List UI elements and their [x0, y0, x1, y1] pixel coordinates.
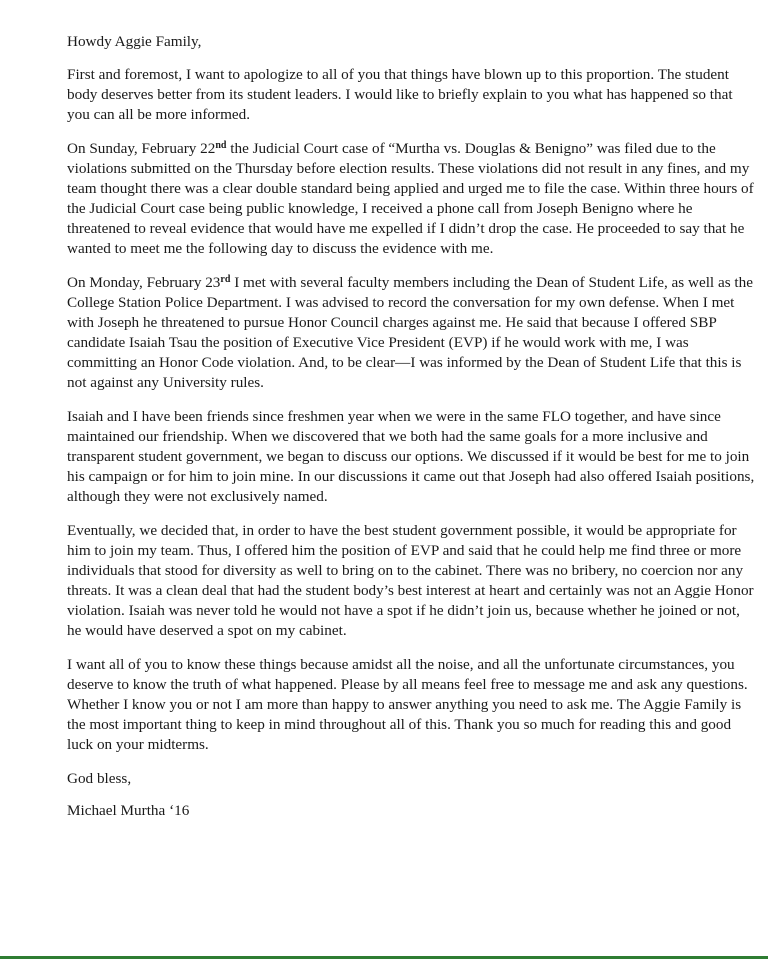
paragraph-apology: First and foremost, I want to apologize to all of you that things have blown up to this proportion. The student body deserves better from its student leaders. I would like to briefly explain to you what has happened so that you can all be more informed.	[67, 66, 733, 123]
paragraph-friendship: Isaiah and I have been friends since freshmen year when we were in the same FLO together, and have since maintained our friendship. When we discovered that we both had the same goals for a more inclusive and transparent student government, we began to discuss our options. We discussed if it would be best for me to join his campaign or for him to join mine. In our discussions it came out that Joseph had also offered Isaiah positions, although they were not exclusively named.	[67, 408, 755, 505]
closing: God bless,	[67, 770, 132, 787]
ordinal-suffix: rd	[220, 274, 231, 285]
paragraph-judicial-court-rest: the Judicial Court case of “Murtha vs. Douglas & Benigno” was filed due to the violations submitted on the Thursday before election results. These violations did not result in any fines, and my team thought there was a clear double standard being applied and urged me to file the case. Within three hours of the Judicial Court case being public knowledge, I received a phone call from Joseph Benigno where he threatened to reveal evidence that would have me expelled if I didn’t drop the case. He proceeded to say that he wanted to meet me the following day to discuss the evidence with me.	[67, 140, 754, 257]
paragraph-faculty-meeting-rest: I met with several faculty members including the Dean of Student Life, as well as the College Station Police Department. I was advised to record the conversation for my own defense. When I met with Joseph he threatened to pursue Honor Council charges against me. He said that because I offered SBP candidate Isaiah Tsau the position of Executive Vice President (EVP) if he would work with me, I was committing an Honor Code violation. And, to be clear—I was informed by the Dean of Student Life that this is not against any University rules.	[67, 274, 753, 391]
paragraph-judicial-court	[67, 139, 757, 259]
paragraph-decision: Eventually, we decided that, in order to have the best student government possible, it would be appropriate for him to join my team. Thus, I offered him the position of EVP and said that he could help me find three or more individuals that stood for diversity as well to bring on to the cabinet. There was no bribery, no coercion nor any threats. It was a clean deal that had the student body’s best interest at heart and certainly was not an Aggie Honor violation. Isaiah was never told he would not have a spot if he didn’t join us, because whether he joined or not, he would have deserved a spot on my cabinet.	[67, 522, 754, 639]
signature: Michael Murtha ‘16	[67, 802, 190, 819]
letter-body	[67, 32, 757, 835]
paragraph-judicial-court-start: On Sunday, February 22	[67, 140, 216, 157]
greeting: Howdy Aggie Family,	[67, 33, 202, 50]
ordinal-suffix: nd	[215, 140, 227, 151]
paragraph-closing-remarks: I want all of you to know these things because amidst all the noise, and all the unfortunate circumstances, you deserve to know the truth of what happened. Please by all means feel free to message me and ask any questions. Whether I know you or not I am more than happy to answer anything you need to ask me. The Aggie Family is the most important thing to keep in mind throughout all of this. Thank you so much for reading this and good luck on your midterms.	[67, 656, 748, 753]
paragraph-faculty-meeting-start: On Monday, February 23	[67, 274, 221, 291]
paragraph-faculty-meeting	[67, 273, 757, 393]
